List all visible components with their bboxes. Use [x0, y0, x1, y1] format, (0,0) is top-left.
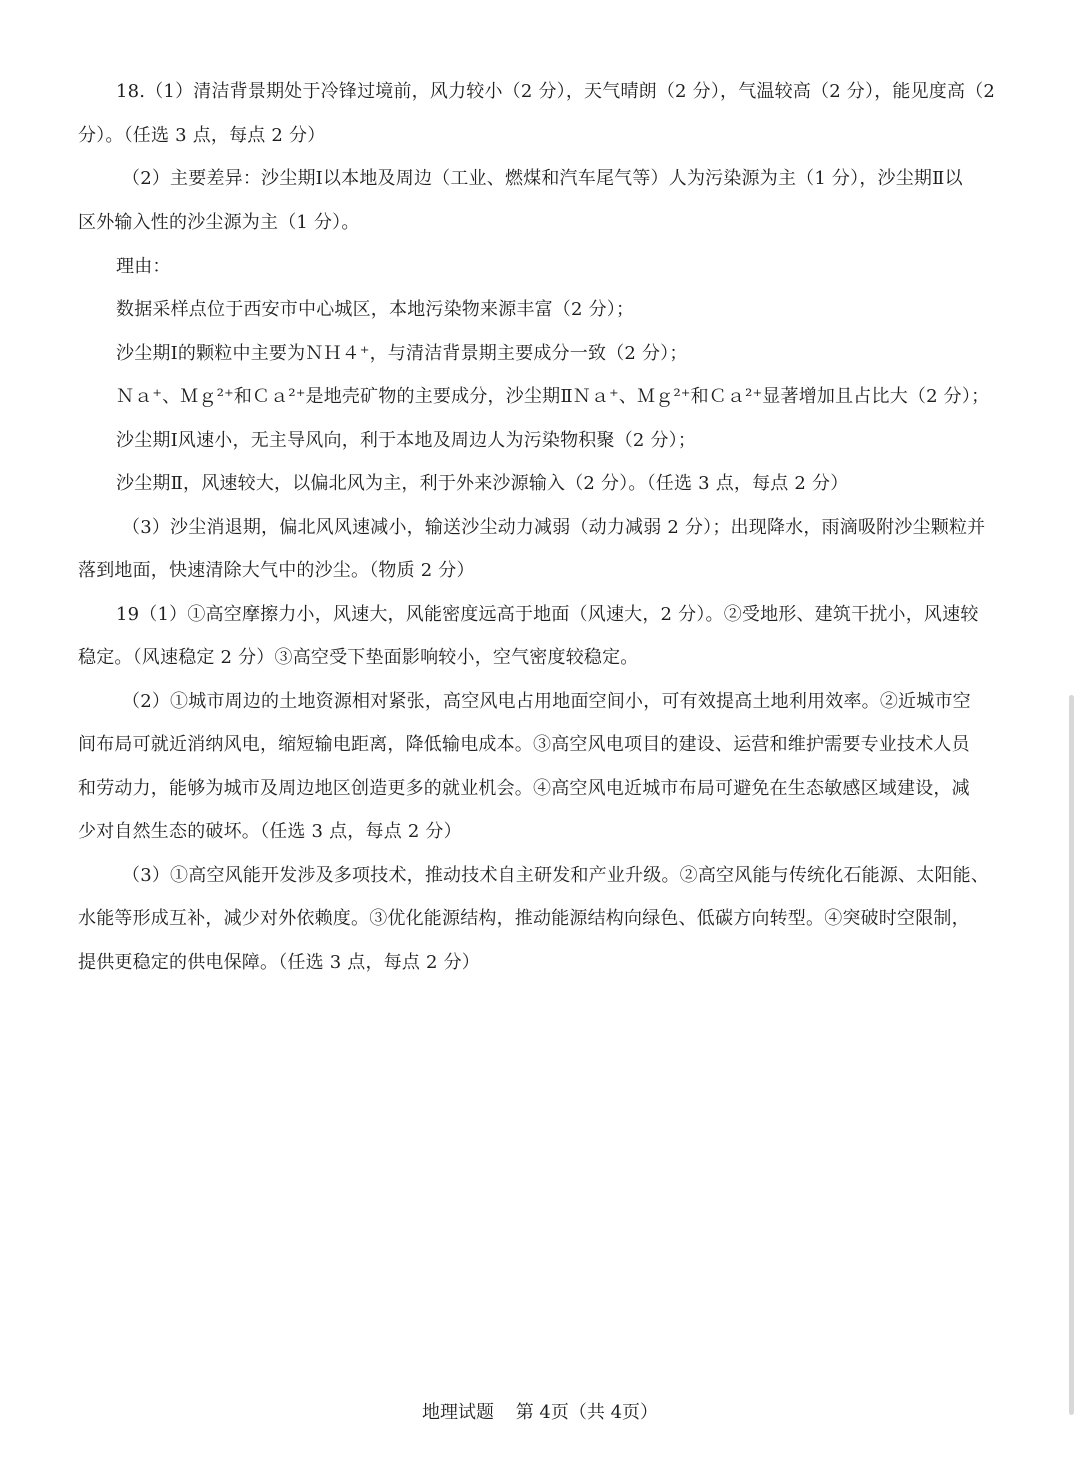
text-line: 分）。（任选 3 点，每点 2 分）	[78, 125, 326, 146]
text-line: 沙尘期Ⅱ，风速较大，以偏北风为主，利于外来沙源输入（2 分）。（任选 3 点，每点 2 分）	[116, 473, 849, 494]
text-line: （3）沙尘消退期，偏北风风速减小，输送沙尘动力减弱（动力减弱 2 分）；出现降水，雨滴吸附沙尘颗粒并	[122, 517, 986, 538]
text-line: 间布局可就近消纳风电，缩短输电距离，降低输电成本。③高空风电项目的建设、运营和维护需要专业技术人员	[78, 734, 970, 755]
text-line: 和劳动力，能够为城市及周边地区创造更多的就业机会。④高空风电近城市布局可避免在生态敏感区域建设，减	[78, 778, 970, 799]
text-line: 沙尘期Ⅰ风速小，无主导风向，利于本地及周边人为污染物积聚（2 分）；	[116, 430, 697, 451]
text-line: 18.（1）清洁背景期处于冷锋过境前，风力较小（2 分），天气晴朗（2 分），气温较高（2 分），能见度高（2	[116, 81, 996, 102]
text-line: 少对自然生态的破坏。（任选 3 点，每点 2 分）	[78, 821, 462, 842]
text-line: 提供更稳定的供电保障。（任选 3 点，每点 2 分）	[78, 952, 480, 973]
text-line: （3）①高空风能开发涉及多项技术，推动技术自主研发和产业升级。②高空风能与传统化石能源、太阳能、	[122, 865, 990, 886]
text-line: 沙尘期Ⅰ的颗粒中主要为ＮＨ４⁺，与清洁背景期主要成分一致（2 分）；	[116, 343, 688, 364]
text-line: 稳定。（风速稳定 2 分）③高空受下垫面影响较小，空气密度较稳定。	[78, 647, 639, 668]
text-line: 理由：	[116, 256, 171, 277]
text-line: Ｎａ⁺、Ｍｇ²⁺和Ｃａ²⁺是地壳矿物的主要成分，沙尘期ⅡＮａ⁺、Ｍｇ²⁺和Ｃａ²⁺显著增加且占比大（2 分）；	[116, 386, 990, 407]
footer-page-number: 第 4页（共 4页）	[515, 1402, 659, 1423]
text-line: 落到地面，快速清除大气中的沙尘。（物质 2 分）	[78, 560, 475, 581]
text-line: 数据采样点位于西安市中心城区，本地污染物来源丰富（2 分）；	[116, 299, 635, 320]
text-line: 水能等形成互补，减少对外依赖度。③优化能源结构，推动能源结构向绿色、低碳方向转型。④突破时空限制，	[78, 908, 970, 929]
page-footer	[0, 1400, 1080, 1426]
footer-subject: 地理试题	[421, 1402, 494, 1423]
text-line: 19（1）①高空摩擦力小，风速大，风能密度远高于地面（风速大，2 分）。②受地形、建筑干扰小，风速较	[116, 604, 979, 625]
text-line: 区外输入性的沙尘源为主（1 分）。	[78, 212, 360, 233]
text-line: （2）主要差异：沙尘期Ⅰ以本地及周边（工业、燃煤和汽车尾气等）人为污染源为主（1 分），沙尘期Ⅱ以	[122, 168, 963, 189]
text-line: （2）①城市周边的土地资源相对紧张，高空风电占用地面空间小，可有效提高土地利用效率。②近城市空	[122, 691, 971, 712]
scrollbar[interactable]	[1069, 695, 1074, 1415]
